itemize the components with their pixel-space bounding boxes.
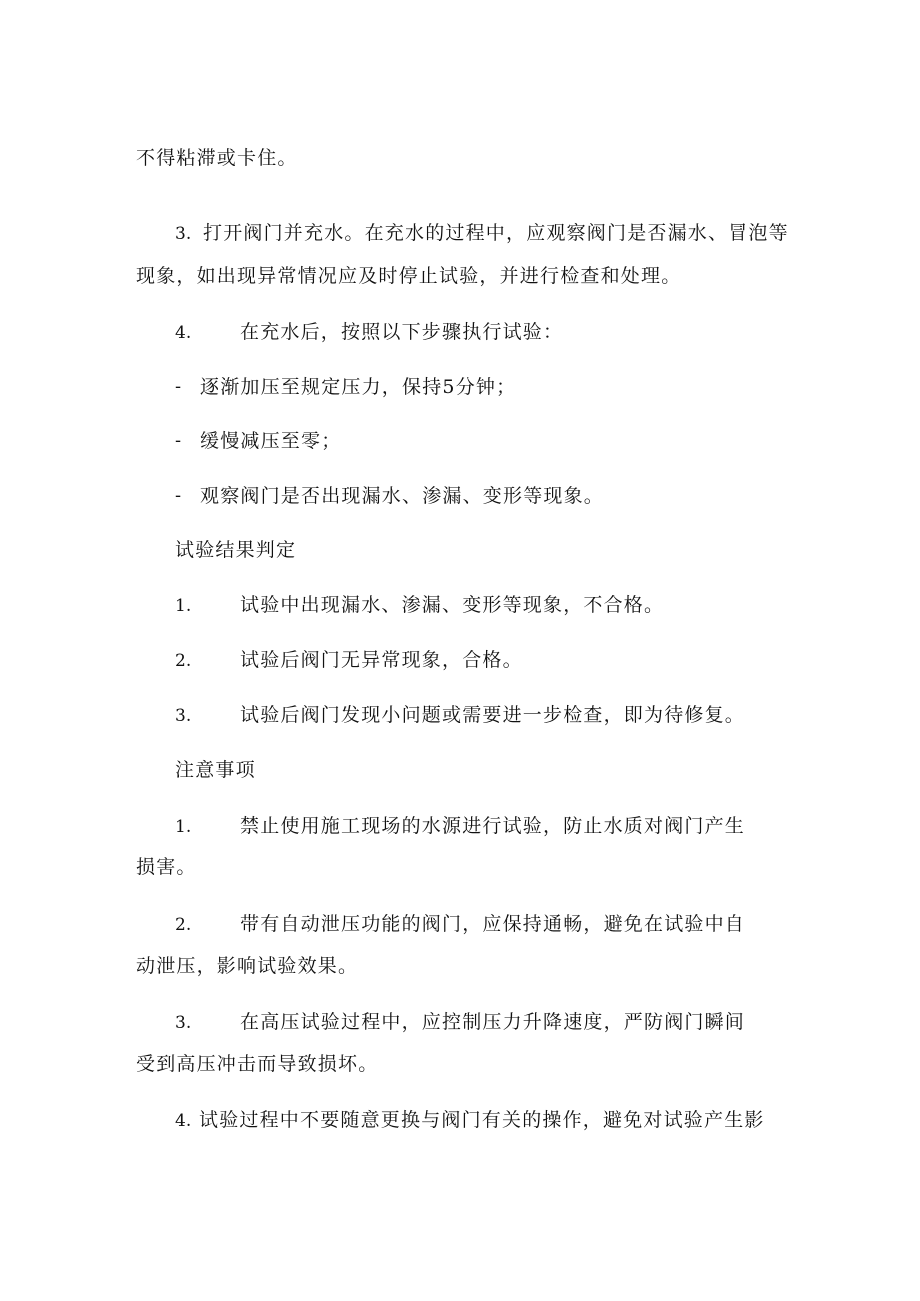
substep-1-marker: - xyxy=(175,376,182,397)
note-4-line-1: 试验过程中不要随意更换与阀门有关的操作，避免对试验产生影 xyxy=(199,1109,765,1131)
substep-2-marker: - xyxy=(175,430,182,451)
result-3-number: 3. xyxy=(175,706,192,726)
note-2-line-1: 带有自动泄压功能的阀门，应保持通畅，避免在试验中自 xyxy=(240,913,746,935)
continuation-text: 不得粘滞或卡住。 xyxy=(136,147,298,169)
substep-1-text: 逐渐加压至规定压力，保持5分钟； xyxy=(200,376,517,398)
note-1-line-1: 禁止使用施工现场的水源进行试验，防止水质对阀门产生 xyxy=(240,815,746,837)
note-4-number: 4. xyxy=(175,1111,192,1131)
result-1-number: 1. xyxy=(175,596,192,616)
step-3-line-1: 打开阀门并充水。在充水的过程中，应观察阀门是否漏水、冒泡等 xyxy=(203,222,789,244)
step-3-number: 3. xyxy=(175,224,192,244)
note-3-number: 3. xyxy=(175,1013,192,1033)
note-1-line-2: 损害。 xyxy=(136,856,197,878)
note-2-line-2: 动泄压，影响试验效果。 xyxy=(136,955,359,977)
step-3-line-2: 现象，如出现异常情况应及时停止试验，并进行检查和处理。 xyxy=(136,265,682,287)
results-heading: 试验结果判定 xyxy=(175,539,297,561)
substep-3-marker: - xyxy=(175,485,182,506)
note-2-number: 2. xyxy=(175,915,192,935)
step-4-number: 4. xyxy=(175,323,192,343)
result-2-number: 2. xyxy=(175,651,192,671)
result-2-text: 试验后阀门无异常现象，合格。 xyxy=(240,649,523,671)
step-4-text: 在充水后，按照以下步骤执行试验： xyxy=(240,321,564,343)
notes-heading: 注意事项 xyxy=(175,759,256,781)
result-3-text: 试验后阀门发现小问题或需要进一步检查，即为待修复。 xyxy=(240,704,746,726)
result-1-text: 试验中出现漏水、渗漏、变形等现象，不合格。 xyxy=(240,594,665,616)
note-1-number: 1. xyxy=(175,817,192,837)
substep-2-text: 缓慢减压至零； xyxy=(200,430,342,452)
note-3-line-1: 在高压试验过程中，应控制压力升降速度，严防阀门瞬间 xyxy=(240,1011,746,1033)
note-3-line-2: 受到高压冲击而导致损坏。 xyxy=(136,1053,379,1075)
substep-3-text: 观察阀门是否出现漏水、渗漏、变形等现象。 xyxy=(200,485,605,507)
